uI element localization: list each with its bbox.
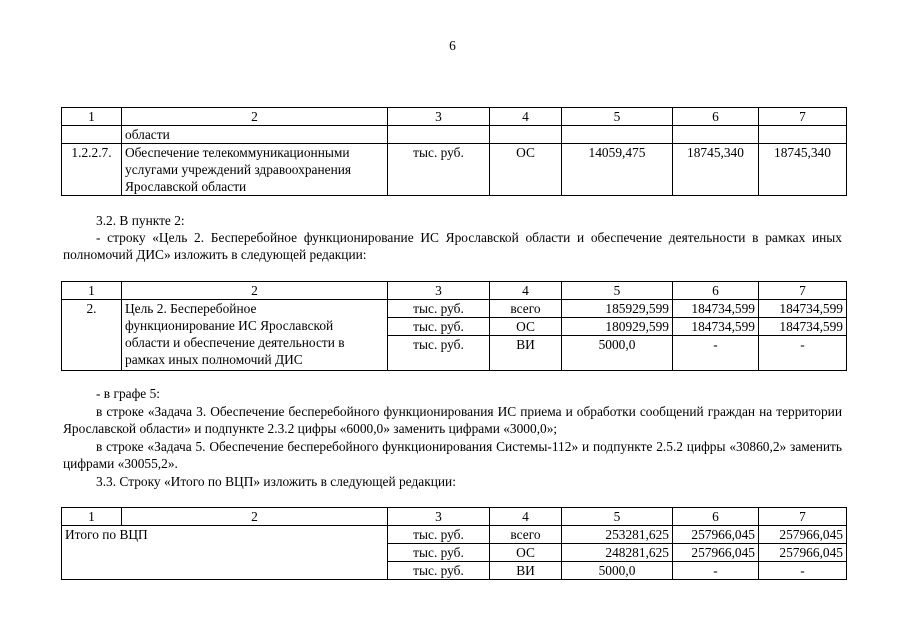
source-cell: ОС bbox=[490, 144, 562, 196]
value-cell: 5000,0 bbox=[562, 336, 673, 371]
source-cell: ВИ bbox=[490, 562, 562, 580]
paragraph: в строке «Задача 5. Обеспечение бесперебойного функционирования Системы-112» и подпункте 2.5.2 цифры «30860,2» заменить цифрами «30055,2». bbox=[63, 439, 842, 471]
col-header: 3 bbox=[388, 108, 490, 126]
value-cell: - bbox=[673, 336, 759, 371]
paragraph: 3.3. Строку «Итого по ВЦП» изложить в следующей редакции: bbox=[96, 474, 456, 489]
value-cell: 184734,599 bbox=[673, 318, 759, 336]
paragraph: - строку «Цель 2. Бесперебойное функционирование ИС Ярославской области и обеспечение деятельности в рамках иных полномочий ДИС» изложить в следующей редакции: bbox=[63, 230, 842, 262]
value-cell: 257966,045 bbox=[759, 544, 847, 562]
row-name: Цель 2. Бесперебойное функционирование ИС Ярославской области и обеспечение деятельности в рамках иных полномочий ДИС bbox=[122, 300, 388, 371]
paragraph: 3.2. В пункте 2: bbox=[96, 213, 185, 228]
continuation-text: области bbox=[122, 126, 388, 144]
source-cell: ОС bbox=[490, 544, 562, 562]
value-cell: 18745,340 bbox=[759, 144, 847, 196]
paragraph: в строке «Задача 3. Обеспечение бесперебойного функционирования ИС приема и обработки сообщений граждан на территории Ярославской области» и подпункте 2.3.2 цифры «6000,0» заменить цифрами «3000,0»; bbox=[63, 404, 842, 436]
value-cell: 180929,599 bbox=[562, 318, 673, 336]
value-cell: 257966,045 bbox=[673, 544, 759, 562]
paragraph: - в графе 5: bbox=[96, 386, 160, 401]
table-1-header-row bbox=[62, 108, 847, 126]
col-header: 7 bbox=[759, 282, 847, 300]
row-number: 1.2.2.7. bbox=[62, 144, 122, 196]
col-header: 4 bbox=[490, 282, 562, 300]
unit-cell: тыс. руб. bbox=[388, 300, 490, 318]
value-cell: 14059,475 bbox=[562, 144, 673, 196]
row-number: 2. bbox=[62, 300, 122, 371]
table-row bbox=[62, 526, 847, 544]
table-1-continuation-row bbox=[62, 126, 847, 144]
unit-cell: тыс. руб. bbox=[388, 562, 490, 580]
col-header: 5 bbox=[562, 508, 673, 526]
table-2 bbox=[61, 281, 847, 371]
value-cell: - bbox=[673, 562, 759, 580]
value-cell: - bbox=[759, 562, 847, 580]
source-cell: ВИ bbox=[490, 336, 562, 371]
table-3 bbox=[61, 507, 847, 580]
value-cell: 5000,0 bbox=[562, 562, 673, 580]
value-cell: 257966,045 bbox=[673, 526, 759, 544]
col-header: 3 bbox=[388, 508, 490, 526]
value-cell: 257966,045 bbox=[759, 526, 847, 544]
col-header: 4 bbox=[490, 508, 562, 526]
table-2-header-row bbox=[62, 282, 847, 300]
col-header: 6 bbox=[673, 108, 759, 126]
table-3-header-row bbox=[62, 508, 847, 526]
value-cell: 248281,625 bbox=[562, 544, 673, 562]
col-header: 5 bbox=[562, 108, 673, 126]
value-cell: 185929,599 bbox=[562, 300, 673, 318]
col-header: 2 bbox=[122, 108, 388, 126]
table-row bbox=[62, 144, 847, 196]
value-cell: 184734,599 bbox=[759, 318, 847, 336]
col-header: 2 bbox=[122, 508, 388, 526]
table-row bbox=[62, 300, 847, 318]
col-header: 6 bbox=[673, 282, 759, 300]
value-cell: 184734,599 bbox=[673, 300, 759, 318]
col-header: 6 bbox=[673, 508, 759, 526]
value-cell: 184734,599 bbox=[759, 300, 847, 318]
row-name: Обеспечение телекоммуникационными услугами учреждений здравоохранения Ярославской области bbox=[122, 144, 388, 196]
unit-cell: тыс. руб. bbox=[388, 318, 490, 336]
col-header: 1 bbox=[62, 508, 122, 526]
col-header: 4 bbox=[490, 108, 562, 126]
value-cell: - bbox=[759, 336, 847, 371]
source-cell: всего bbox=[490, 526, 562, 544]
col-header: 1 bbox=[62, 282, 122, 300]
col-header: 1 bbox=[62, 108, 122, 126]
page-number: 6 bbox=[449, 38, 456, 53]
total-label: Итого по ВЦП bbox=[62, 526, 388, 580]
col-header: 7 bbox=[759, 508, 847, 526]
unit-cell: тыс. руб. bbox=[388, 526, 490, 544]
value-cell: 253281,625 bbox=[562, 526, 673, 544]
col-header: 3 bbox=[388, 282, 490, 300]
table-1 bbox=[61, 107, 847, 196]
value-cell: 18745,340 bbox=[673, 144, 759, 196]
unit-cell: тыс. руб. bbox=[388, 144, 490, 196]
unit-cell: тыс. руб. bbox=[388, 544, 490, 562]
source-cell: ОС bbox=[490, 318, 562, 336]
source-cell: всего bbox=[490, 300, 562, 318]
col-header: 7 bbox=[759, 108, 847, 126]
col-header: 5 bbox=[562, 282, 673, 300]
col-header: 2 bbox=[122, 282, 388, 300]
unit-cell: тыс. руб. bbox=[388, 336, 490, 371]
